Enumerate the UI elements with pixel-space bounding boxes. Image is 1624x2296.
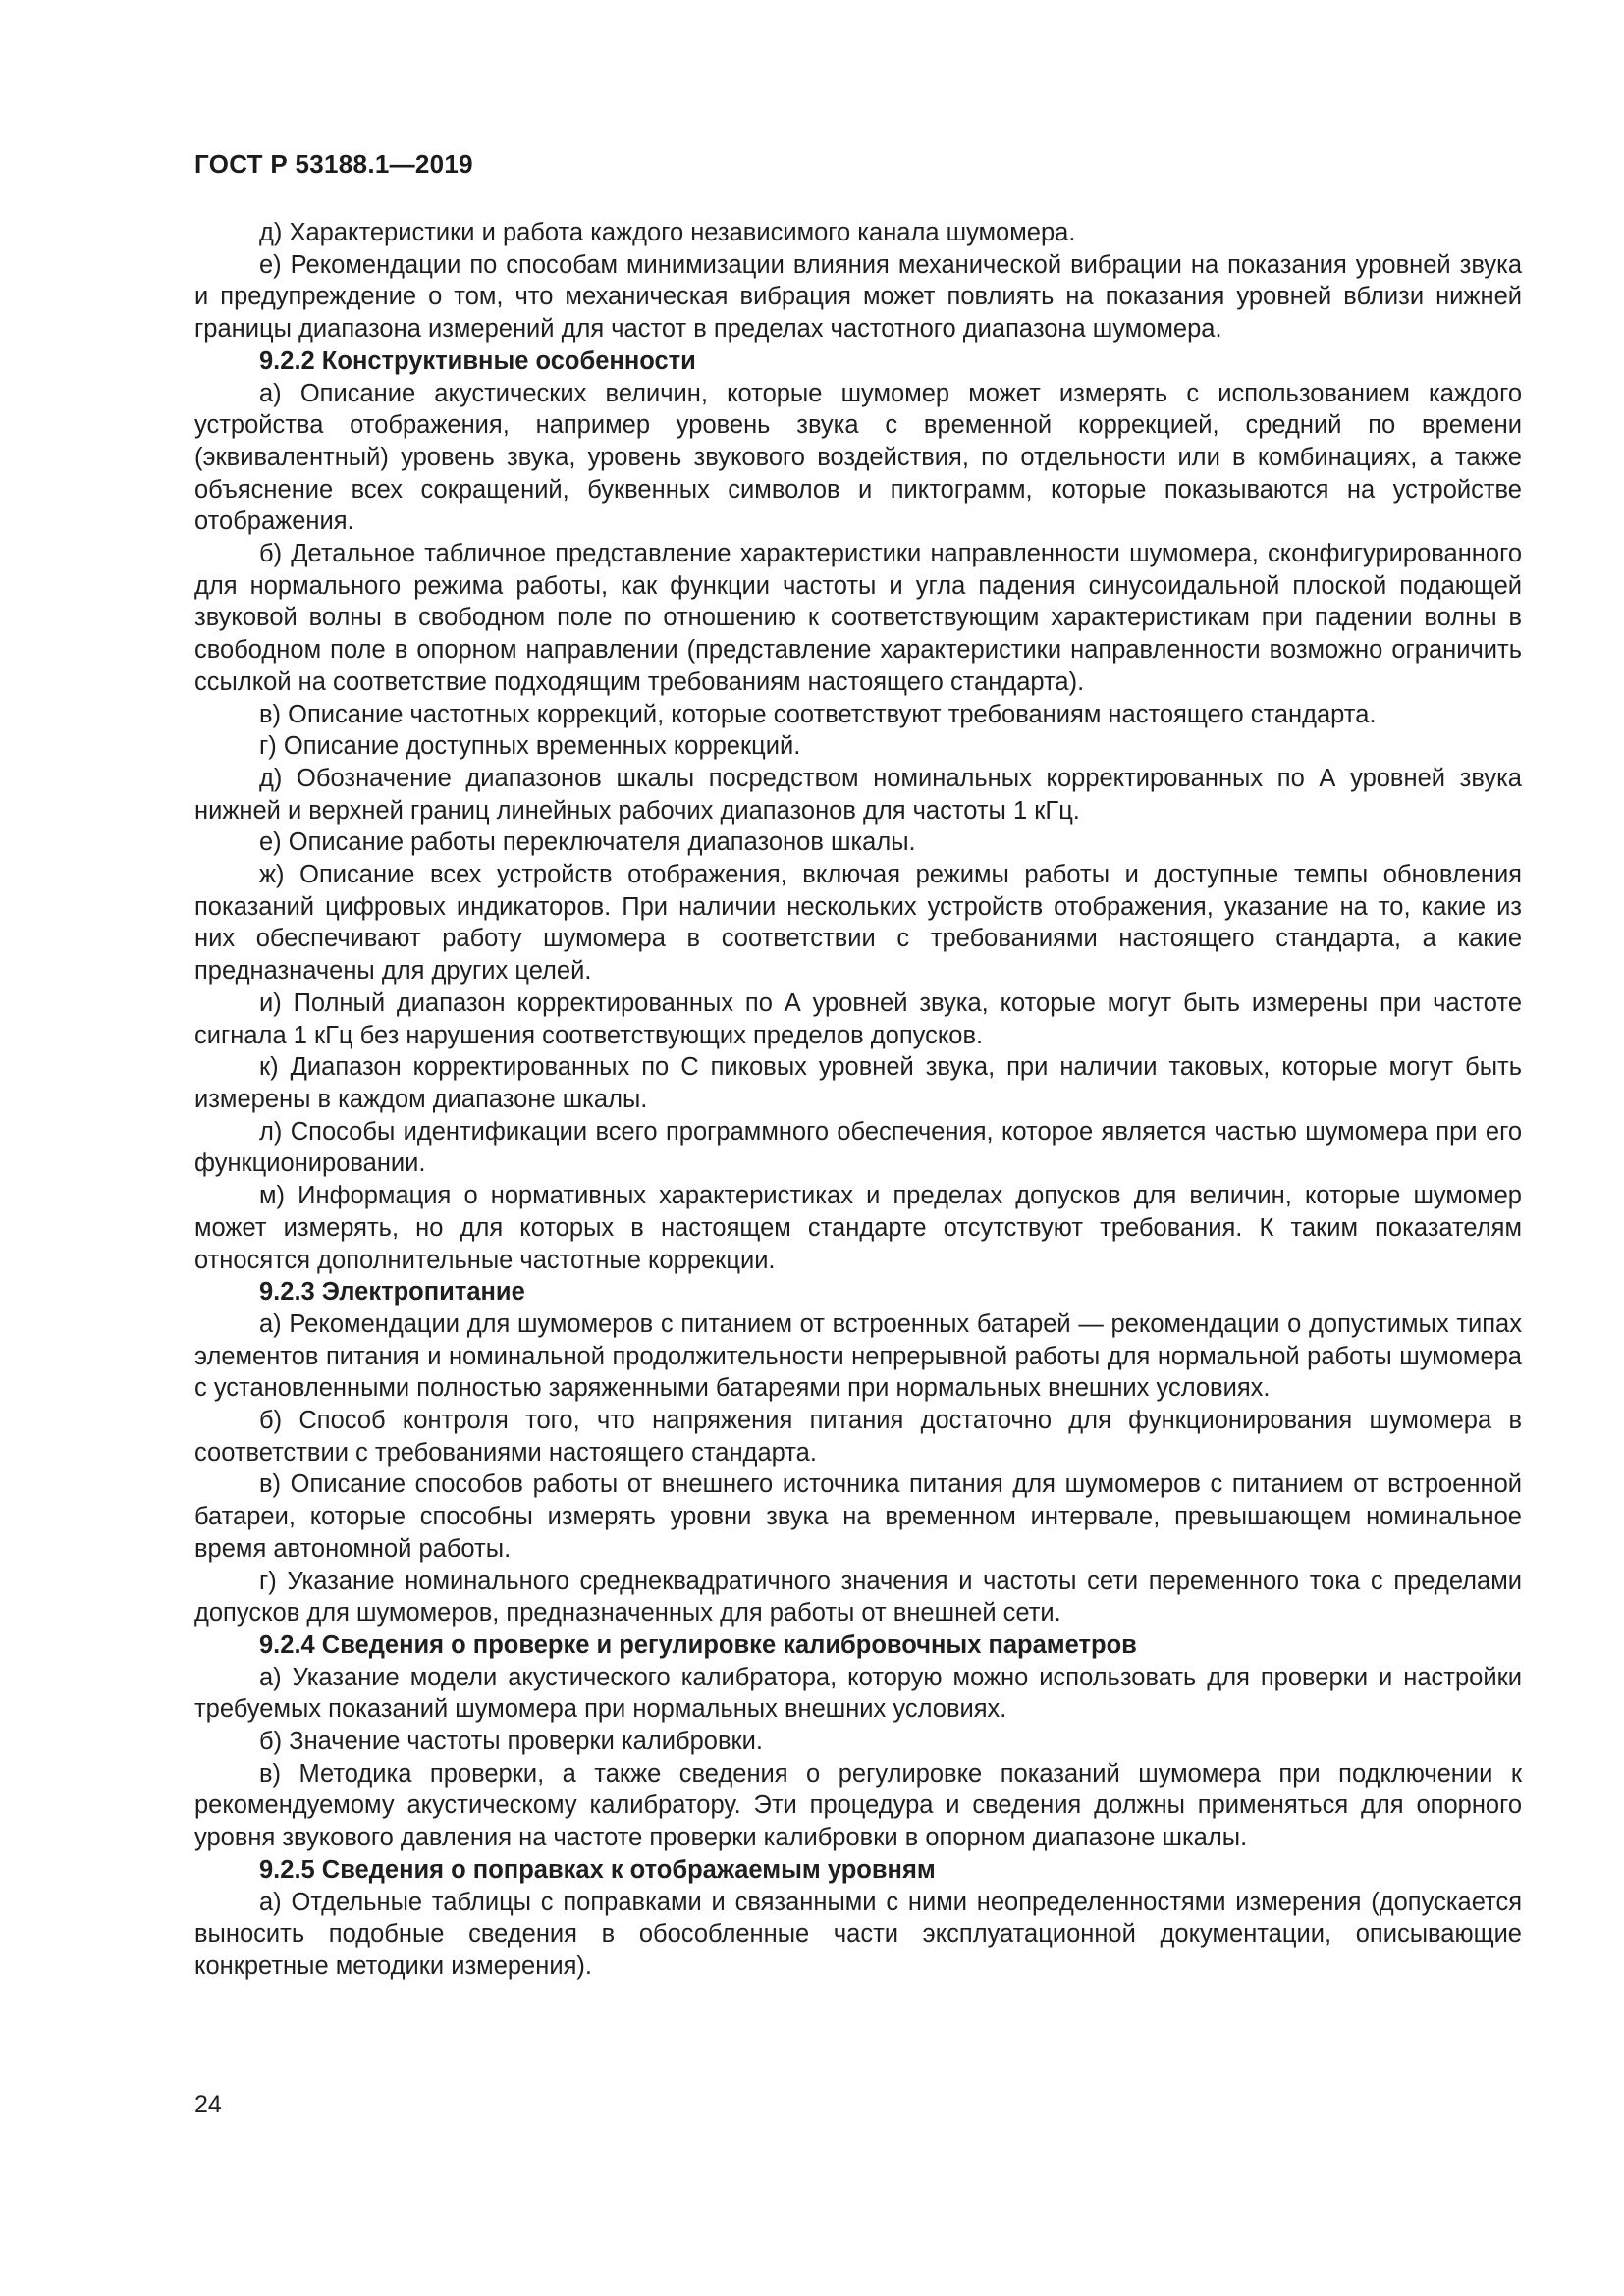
paragraph: а) Описание акустических величин, которые шумомер может измерять с использованием каждого устройства отображения, например уровень звука с временной коррекцией, средний по времени (эквивалентный) уровень звука, уровень звукового воздействия, по отдельности или в комбинациях, а также объяснение всех сокращений, буквенных символов и пиктограмм, которые показываются на устройстве отображения. xyxy=(194,379,1522,536)
paragraph: а) Отдельные таблицы с поправками и связанными с ними неопределенностями измерения (допускается выносить подобные сведения в обособленные части эксплуатационной документации, описывающие конкретные методики измерения). xyxy=(194,1888,1522,1980)
paragraph: б) Значение частоты проверки калибровки. xyxy=(259,1728,763,1756)
document-body xyxy=(194,217,1522,1983)
paragraph: е) Описание работы переключателя диапазонов шкалы. xyxy=(259,828,916,857)
paragraph: к) Диапазон корректированных по С пиковых уровней звука, при наличии таковых, которые могут быть измерены в каждом диапазоне шкалы. xyxy=(194,1053,1522,1113)
paragraph: л) Способы идентификации всего программного обеспечения, которое является частью шумомера при его функционировании. xyxy=(194,1117,1522,1178)
section-heading: 9.2.5 Сведения о поправках к отображаемым уровням xyxy=(259,1855,936,1884)
paragraph: а) Рекомендации для шумомеров с питанием от встроенных батарей — рекомендации о допустимых типах элементов питания и номинальной продолжительности непрерывной работы для нормальной работы шумомера с установленными полностью заряженными батареями при нормальных внешних условиях. xyxy=(194,1309,1522,1403)
section-heading: 9.2.4 Сведения о проверке и регулировке калибровочных параметров xyxy=(259,1630,1137,1659)
paragraph: б) Детальное табличное представление характеристики направленности шумомера, сконфигурированного для нормального режима работы, как функции частоты и угла падения синусоидальной плоской подающей звуковой волны в свободном поле по отношению к соответствующим характеристикам при падении волны в свободном поле в опорном направлении (представление характеристики направленности возможно ограничить ссылкой на соответствие подходящим требованиям настоящего стандарта). xyxy=(194,540,1522,696)
paragraph: е) Рекомендации по способам минимизации влияния механической вибрации на показания уровней звука и предупреждение о том, что механическая вибрация может повлиять на показания уровней вблизи нижней границы диапазона измерений для частот в пределах частотного диапазона шумомера. xyxy=(194,250,1522,344)
paragraph: д) Обозначение диапазонов шкалы посредством номинальных корректированных по А уровней звука нижней и верхней границ линейных рабочих диапазонов для частоты 1 кГц. xyxy=(194,764,1522,825)
paragraph: в) Методика проверки, а также сведения о регулировке показаний шумомера при подключении к рекомендуемому акустическому калибратору. Эти процедура и сведения должны применяться для опорного уровня звукового давления на частоте проверки калибровки в опорном диапазоне шкалы. xyxy=(194,1759,1522,1852)
paragraph: в) Описание частотных коррекций, которые соответствуют требованиям настоящего стандарта. xyxy=(259,700,1377,728)
paragraph: г) Описание доступных временных коррекций. xyxy=(259,732,801,761)
paragraph: в) Описание способов работы от внешнего источника питания для шумомеров с питанием от встроенной батареи, которые способны измерять уровни звука на временном интервале, превышающем номинальное время автономной работы. xyxy=(194,1470,1522,1563)
paragraph: ж) Описание всех устройств отображения, включая режимы работы и доступные темпы обновления показаний цифровых индикаторов. При наличии нескольких устройств отображения, указание на то, какие из них обеспечивают работу шумомера в соответствии с требованиями настоящего стандарта, а какие предназначены для других целей. xyxy=(194,861,1522,986)
document-header: ГОСТ Р 53188.1—2019 xyxy=(194,149,473,179)
paragraph: б) Способ контроля того, что напряжения питания достаточно для функционирования шумомера в соответствии с требованиями настоящего стандарта. xyxy=(194,1407,1522,1467)
paragraph: и) Полный диапазон корректированных по А уровней звука, которые могут быть измерены при частоте сигнала 1 кГц без нарушения соответствующих пределов допусков. xyxy=(194,988,1522,1049)
section-heading: 9.2.3 Электропитание xyxy=(259,1278,525,1307)
page-number: 24 xyxy=(194,2091,222,2118)
paragraph: м) Информация о нормативных характеристиках и пределах допусков для величин, которые шумомер может измерять, но для которых в настоящем стандарте отсутствуют требования. К таким показателям относятся дополнительные частотные коррекции. xyxy=(194,1182,1522,1274)
paragraph: г) Указание номинального среднеквадратичного значения и частоты сети переменного тока с пределами допусков для шумомеров, предназначенных для работы от внешней сети. xyxy=(194,1567,1522,1628)
paragraph: д) Характеристики и работа каждого независимого канала шумомера. xyxy=(259,219,1076,246)
paragraph: а) Указание модели акустического калибратора, которую можно использовать для проверки и настройки требуемых показаний шумомера при нормальных внешних условиях. xyxy=(194,1663,1522,1724)
section-heading: 9.2.2 Конструктивные особенности xyxy=(259,347,696,375)
